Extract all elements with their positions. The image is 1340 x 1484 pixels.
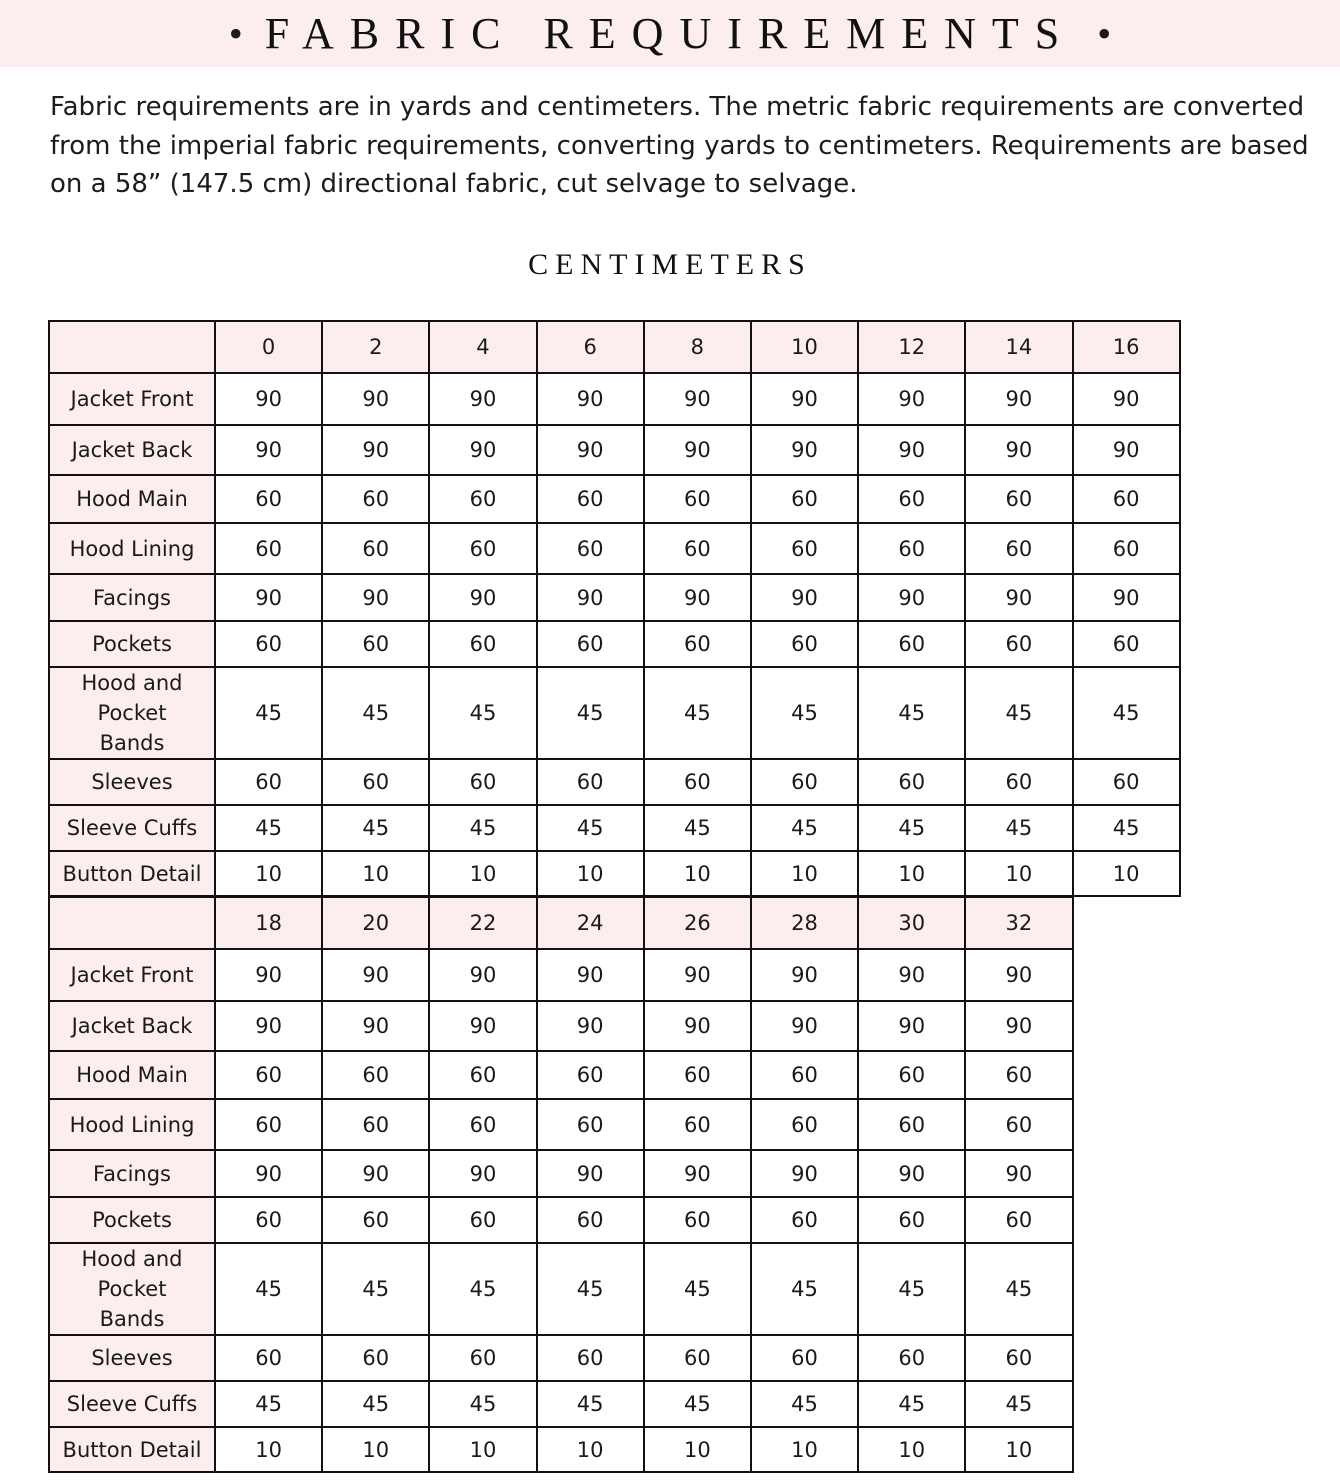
size-header: 28 (751, 897, 858, 949)
value-cell: 45 (644, 805, 751, 851)
value-cell: 45 (537, 1243, 644, 1335)
table-row (49, 523, 1180, 574)
table-row (49, 759, 1180, 805)
value-cell: 10 (215, 851, 322, 896)
value-cell: 60 (751, 1335, 858, 1381)
value-cell: 60 (429, 1099, 536, 1150)
value-cell: 90 (215, 1150, 322, 1197)
title-band (0, 0, 1340, 67)
fabric-table-sizes-18-32 (48, 896, 1074, 1473)
value-cell: 45 (322, 1381, 429, 1427)
table-row (49, 1099, 1073, 1150)
size-header: 14 (965, 321, 1072, 373)
value-cell: 90 (322, 574, 429, 621)
size-header: 6 (537, 321, 644, 373)
table-row (49, 475, 1180, 523)
value-cell: 60 (322, 1197, 429, 1243)
value-cell: 10 (644, 851, 751, 896)
value-cell: 60 (215, 1051, 322, 1099)
value-cell: 60 (215, 1099, 322, 1150)
value-cell: 90 (1073, 373, 1180, 425)
value-cell: 60 (322, 1335, 429, 1381)
value-cell: 90 (215, 574, 322, 621)
value-cell: 90 (429, 373, 536, 425)
value-cell: 10 (751, 851, 858, 896)
value-cell: 60 (537, 1051, 644, 1099)
value-cell: 90 (965, 949, 1072, 1001)
row-label: Hood Lining (49, 523, 215, 574)
value-cell: 90 (215, 425, 322, 475)
value-cell: 60 (644, 1335, 751, 1381)
size-header: 24 (537, 897, 644, 949)
table-row (49, 805, 1180, 851)
table-row (49, 1335, 1073, 1381)
value-cell: 90 (1073, 425, 1180, 475)
value-cell: 45 (644, 667, 751, 759)
table-row (49, 1150, 1073, 1197)
row-label: Hood and Pocket Bands (49, 667, 215, 759)
row-label: Jacket Front (49, 949, 215, 1001)
value-cell: 90 (644, 949, 751, 1001)
value-cell: 10 (322, 851, 429, 896)
value-cell: 45 (322, 667, 429, 759)
value-cell: 60 (965, 1197, 1072, 1243)
value-cell: 60 (965, 475, 1072, 523)
value-cell: 45 (537, 667, 644, 759)
value-cell: 90 (644, 574, 751, 621)
value-cell: 60 (858, 759, 965, 805)
table-row (49, 1197, 1073, 1243)
value-cell: 45 (537, 1381, 644, 1427)
value-cell: 90 (537, 373, 644, 425)
value-cell: 45 (751, 805, 858, 851)
intro-paragraph: Fabric requirements are in yards and centimeters. The metric fabric requirements are converted from the imperial fabric requirements, converting yards to centimeters. Requirements are based on a 58” (147.5 cm) directional fabric, cut selvage to selvage. (50, 92, 1309, 199)
value-cell: 90 (965, 1150, 1072, 1197)
value-cell: 45 (858, 1381, 965, 1427)
value-cell: 60 (644, 621, 751, 667)
value-cell: 90 (965, 1001, 1072, 1051)
title-bullet-right: • (1097, 11, 1112, 56)
table-row (49, 1381, 1073, 1427)
value-cell: 60 (429, 1335, 536, 1381)
value-cell: 90 (537, 1001, 644, 1051)
row-label: Jacket Back (49, 425, 215, 475)
value-cell: 60 (751, 475, 858, 523)
value-cell: 60 (429, 1197, 536, 1243)
value-cell: 45 (429, 805, 536, 851)
value-cell: 90 (751, 949, 858, 1001)
value-cell: 90 (429, 1150, 536, 1197)
value-cell: 60 (322, 621, 429, 667)
value-cell: 60 (429, 759, 536, 805)
row-label: Button Detail (49, 851, 215, 896)
corner-cell (49, 321, 215, 373)
value-cell: 60 (965, 621, 1072, 667)
value-cell: 10 (751, 1427, 858, 1472)
value-cell: 90 (537, 574, 644, 621)
header-row (49, 321, 1180, 373)
value-cell: 60 (751, 759, 858, 805)
value-cell: 45 (644, 1381, 751, 1427)
row-label: Facings (49, 574, 215, 621)
value-cell: 45 (858, 667, 965, 759)
value-cell: 60 (858, 1051, 965, 1099)
value-cell: 45 (751, 667, 858, 759)
value-cell: 60 (965, 1099, 1072, 1150)
value-cell: 60 (751, 1197, 858, 1243)
value-cell: 90 (322, 425, 429, 475)
value-cell: 10 (215, 1427, 322, 1472)
table-row (49, 1427, 1073, 1472)
value-cell: 90 (537, 425, 644, 475)
value-cell: 60 (322, 1051, 429, 1099)
value-cell: 60 (644, 1099, 751, 1150)
value-cell: 60 (537, 1197, 644, 1243)
value-cell: 45 (215, 805, 322, 851)
value-cell: 90 (858, 373, 965, 425)
value-cell: 60 (537, 621, 644, 667)
value-cell: 90 (858, 425, 965, 475)
table-row (49, 1001, 1073, 1051)
value-cell: 90 (429, 949, 536, 1001)
value-cell: 45 (858, 805, 965, 851)
size-header: 26 (644, 897, 751, 949)
value-cell: 90 (429, 1001, 536, 1051)
value-cell: 90 (965, 373, 1072, 425)
value-cell: 45 (429, 667, 536, 759)
value-cell: 90 (644, 373, 751, 425)
value-cell: 90 (537, 1150, 644, 1197)
table-row (49, 949, 1073, 1001)
size-header: 0 (215, 321, 322, 373)
value-cell: 60 (537, 1099, 644, 1150)
value-cell: 45 (322, 1243, 429, 1335)
value-cell: 90 (751, 1150, 858, 1197)
header-row (49, 897, 1073, 949)
value-cell: 10 (858, 1427, 965, 1472)
value-cell: 45 (751, 1381, 858, 1427)
value-cell: 60 (322, 523, 429, 574)
table-row (49, 425, 1180, 475)
value-cell: 60 (858, 523, 965, 574)
row-label: Pockets (49, 621, 215, 667)
value-cell: 90 (965, 574, 1072, 621)
row-label: Hood Lining (49, 1099, 215, 1150)
value-cell: 60 (644, 1051, 751, 1099)
corner-cell (49, 897, 215, 949)
value-cell: 90 (429, 425, 536, 475)
value-cell: 90 (322, 373, 429, 425)
size-header: 16 (1073, 321, 1180, 373)
value-cell: 60 (751, 1051, 858, 1099)
value-cell: 60 (537, 759, 644, 805)
value-cell: 45 (858, 1243, 965, 1335)
row-label: Sleeve Cuffs (49, 805, 215, 851)
value-cell: 60 (537, 1335, 644, 1381)
value-cell: 90 (644, 1150, 751, 1197)
value-cell: 90 (751, 373, 858, 425)
value-cell: 90 (858, 574, 965, 621)
value-cell: 60 (322, 475, 429, 523)
value-cell: 60 (751, 621, 858, 667)
value-cell: 60 (215, 523, 322, 574)
value-cell: 60 (215, 621, 322, 667)
value-cell: 90 (215, 373, 322, 425)
value-cell: 45 (215, 667, 322, 759)
row-label: Sleeves (49, 1335, 215, 1381)
value-cell: 60 (644, 523, 751, 574)
size-header: 22 (429, 897, 536, 949)
value-cell: 90 (322, 1150, 429, 1197)
value-cell: 45 (644, 1243, 751, 1335)
value-cell: 90 (858, 949, 965, 1001)
table-row (49, 373, 1180, 425)
value-cell: 10 (537, 1427, 644, 1472)
value-cell: 45 (1073, 667, 1180, 759)
value-cell: 60 (644, 475, 751, 523)
row-label: Hood Main (49, 475, 215, 523)
row-label: Button Detail (49, 1427, 215, 1472)
size-header: 10 (751, 321, 858, 373)
value-cell: 60 (965, 759, 1072, 805)
size-header: 32 (965, 897, 1072, 949)
size-header: 2 (322, 321, 429, 373)
size-header: 12 (858, 321, 965, 373)
table-row (49, 574, 1180, 621)
table-row (49, 667, 1180, 759)
value-cell: 60 (322, 759, 429, 805)
value-cell: 45 (1073, 805, 1180, 851)
value-cell: 45 (537, 805, 644, 851)
value-cell: 90 (858, 1001, 965, 1051)
row-label: Jacket Front (49, 373, 215, 425)
value-cell: 60 (751, 1099, 858, 1150)
size-header: 8 (644, 321, 751, 373)
value-cell: 90 (322, 949, 429, 1001)
value-cell: 10 (429, 1427, 536, 1472)
value-cell: 60 (215, 1335, 322, 1381)
value-cell: 10 (1073, 851, 1180, 896)
value-cell: 90 (644, 425, 751, 475)
value-cell: 90 (1073, 574, 1180, 621)
row-label: Facings (49, 1150, 215, 1197)
value-cell: 90 (215, 949, 322, 1001)
row-label: Sleeves (49, 759, 215, 805)
value-cell: 90 (858, 1150, 965, 1197)
title-bullet-left: • (228, 11, 243, 56)
table-row (49, 1243, 1073, 1335)
value-cell: 60 (644, 1197, 751, 1243)
value-cell: 60 (858, 1197, 965, 1243)
value-cell: 60 (858, 1099, 965, 1150)
value-cell: 90 (751, 574, 858, 621)
size-header: 18 (215, 897, 322, 949)
row-label: Hood and Pocket Bands (49, 1243, 215, 1335)
value-cell: 60 (537, 523, 644, 574)
value-cell: 60 (215, 475, 322, 523)
value-cell: 60 (537, 475, 644, 523)
value-cell: 10 (644, 1427, 751, 1472)
value-cell: 45 (965, 1381, 1072, 1427)
value-cell: 60 (215, 759, 322, 805)
value-cell: 10 (965, 851, 1072, 896)
value-cell: 45 (965, 805, 1072, 851)
value-cell: 60 (965, 523, 1072, 574)
size-header: 4 (429, 321, 536, 373)
value-cell: 60 (429, 621, 536, 667)
value-cell: 10 (965, 1427, 1072, 1472)
size-header: 20 (322, 897, 429, 949)
value-cell: 90 (322, 1001, 429, 1051)
value-cell: 45 (429, 1381, 536, 1427)
value-cell: 60 (858, 475, 965, 523)
fabric-table-sizes-0-16 (48, 320, 1181, 897)
value-cell: 45 (215, 1381, 322, 1427)
value-cell: 60 (1073, 759, 1180, 805)
value-cell: 45 (215, 1243, 322, 1335)
value-cell: 45 (322, 805, 429, 851)
value-cell: 90 (644, 1001, 751, 1051)
value-cell: 60 (429, 523, 536, 574)
size-header: 30 (858, 897, 965, 949)
table-row (49, 1051, 1073, 1099)
row-label: Jacket Back (49, 1001, 215, 1051)
value-cell: 60 (858, 621, 965, 667)
table-row (49, 851, 1180, 896)
value-cell: 10 (537, 851, 644, 896)
value-cell: 90 (751, 1001, 858, 1051)
value-cell: 60 (215, 1197, 322, 1243)
value-cell: 10 (322, 1427, 429, 1472)
row-label: Sleeve Cuffs (49, 1381, 215, 1427)
value-cell: 60 (858, 1335, 965, 1381)
value-cell: 90 (215, 1001, 322, 1051)
value-cell: 10 (429, 851, 536, 896)
value-cell: 45 (965, 667, 1072, 759)
value-cell: 60 (322, 1099, 429, 1150)
value-cell: 60 (751, 523, 858, 574)
value-cell: 45 (751, 1243, 858, 1335)
row-label: Pockets (49, 1197, 215, 1243)
value-cell: 60 (429, 475, 536, 523)
section-heading: CENTIMETERS (528, 248, 812, 281)
row-label: Hood Main (49, 1051, 215, 1099)
value-cell: 90 (429, 574, 536, 621)
value-cell: 10 (858, 851, 965, 896)
value-cell: 60 (1073, 523, 1180, 574)
value-cell: 60 (1073, 621, 1180, 667)
value-cell: 90 (751, 425, 858, 475)
value-cell: 45 (965, 1243, 1072, 1335)
value-cell: 60 (1073, 475, 1180, 523)
value-cell: 60 (965, 1335, 1072, 1381)
value-cell: 60 (429, 1051, 536, 1099)
value-cell: 45 (429, 1243, 536, 1335)
table-row (49, 621, 1180, 667)
value-cell: 60 (644, 759, 751, 805)
value-cell: 90 (965, 425, 1072, 475)
value-cell: 60 (965, 1051, 1072, 1099)
value-cell: 90 (537, 949, 644, 1001)
page-title: FABRIC REQUIREMENTS (264, 9, 1076, 58)
